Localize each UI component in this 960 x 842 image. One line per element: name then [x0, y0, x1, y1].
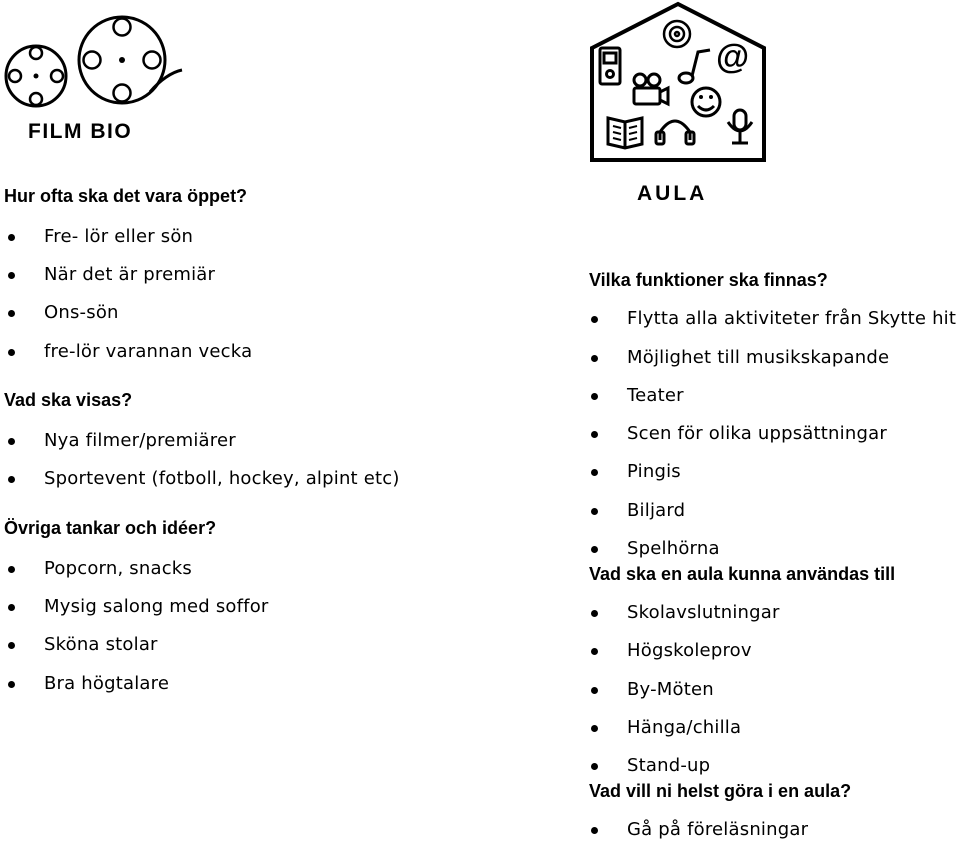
bullet-icon	[8, 642, 15, 649]
aula-house-icon	[588, 0, 768, 165]
bullet-icon	[591, 508, 598, 515]
section-heading: Vad vill ni helst göra i en aula?	[589, 781, 852, 801]
bullet-icon	[591, 610, 598, 617]
section-heading: Vilka funktioner ska finnas?	[589, 270, 828, 290]
bullet-icon	[8, 476, 15, 483]
bullet-icon	[8, 438, 15, 445]
bullet-icon	[8, 681, 15, 688]
bullet-icon	[591, 725, 598, 732]
bullet-icon	[591, 355, 598, 362]
bullet-icon	[591, 546, 598, 553]
microphone-icon	[728, 110, 752, 143]
bullet-icon	[8, 604, 15, 611]
headphones-icon	[656, 121, 694, 144]
bullet-icon	[591, 763, 598, 770]
bullet-icon	[591, 393, 598, 400]
section-heading: Hur ofta ska det vara öppet?	[4, 186, 248, 206]
at-sign-icon: @	[716, 38, 750, 76]
aula-logo-title: AULA	[637, 182, 708, 205]
section-heading: Vad ska en aula kunna användas till	[589, 564, 896, 584]
section-heading: Övriga tankar och idéer?	[4, 518, 217, 538]
bullet-icon	[8, 310, 15, 317]
film-bio-logo-title: FILM BIO	[28, 120, 133, 143]
bullet-icon	[8, 234, 15, 241]
bullet-icon	[591, 469, 598, 476]
bullet-icon	[8, 566, 15, 573]
media-player-icon	[600, 48, 620, 84]
bullet-icon	[591, 827, 598, 834]
film-reel-icon	[0, 10, 190, 110]
bullet-icon	[8, 349, 15, 356]
book-icon	[608, 118, 642, 148]
bullet-icon	[8, 272, 15, 279]
video-camera-icon	[634, 74, 668, 104]
bullet-icon	[591, 431, 598, 438]
disc-icon	[664, 21, 690, 47]
music-note-icon	[679, 50, 710, 83]
section-heading: Vad ska visas?	[4, 390, 133, 410]
bullet-icon	[591, 687, 598, 694]
smiley-icon	[692, 88, 720, 116]
bullet-icon	[591, 316, 598, 323]
bullet-icon	[591, 648, 598, 655]
